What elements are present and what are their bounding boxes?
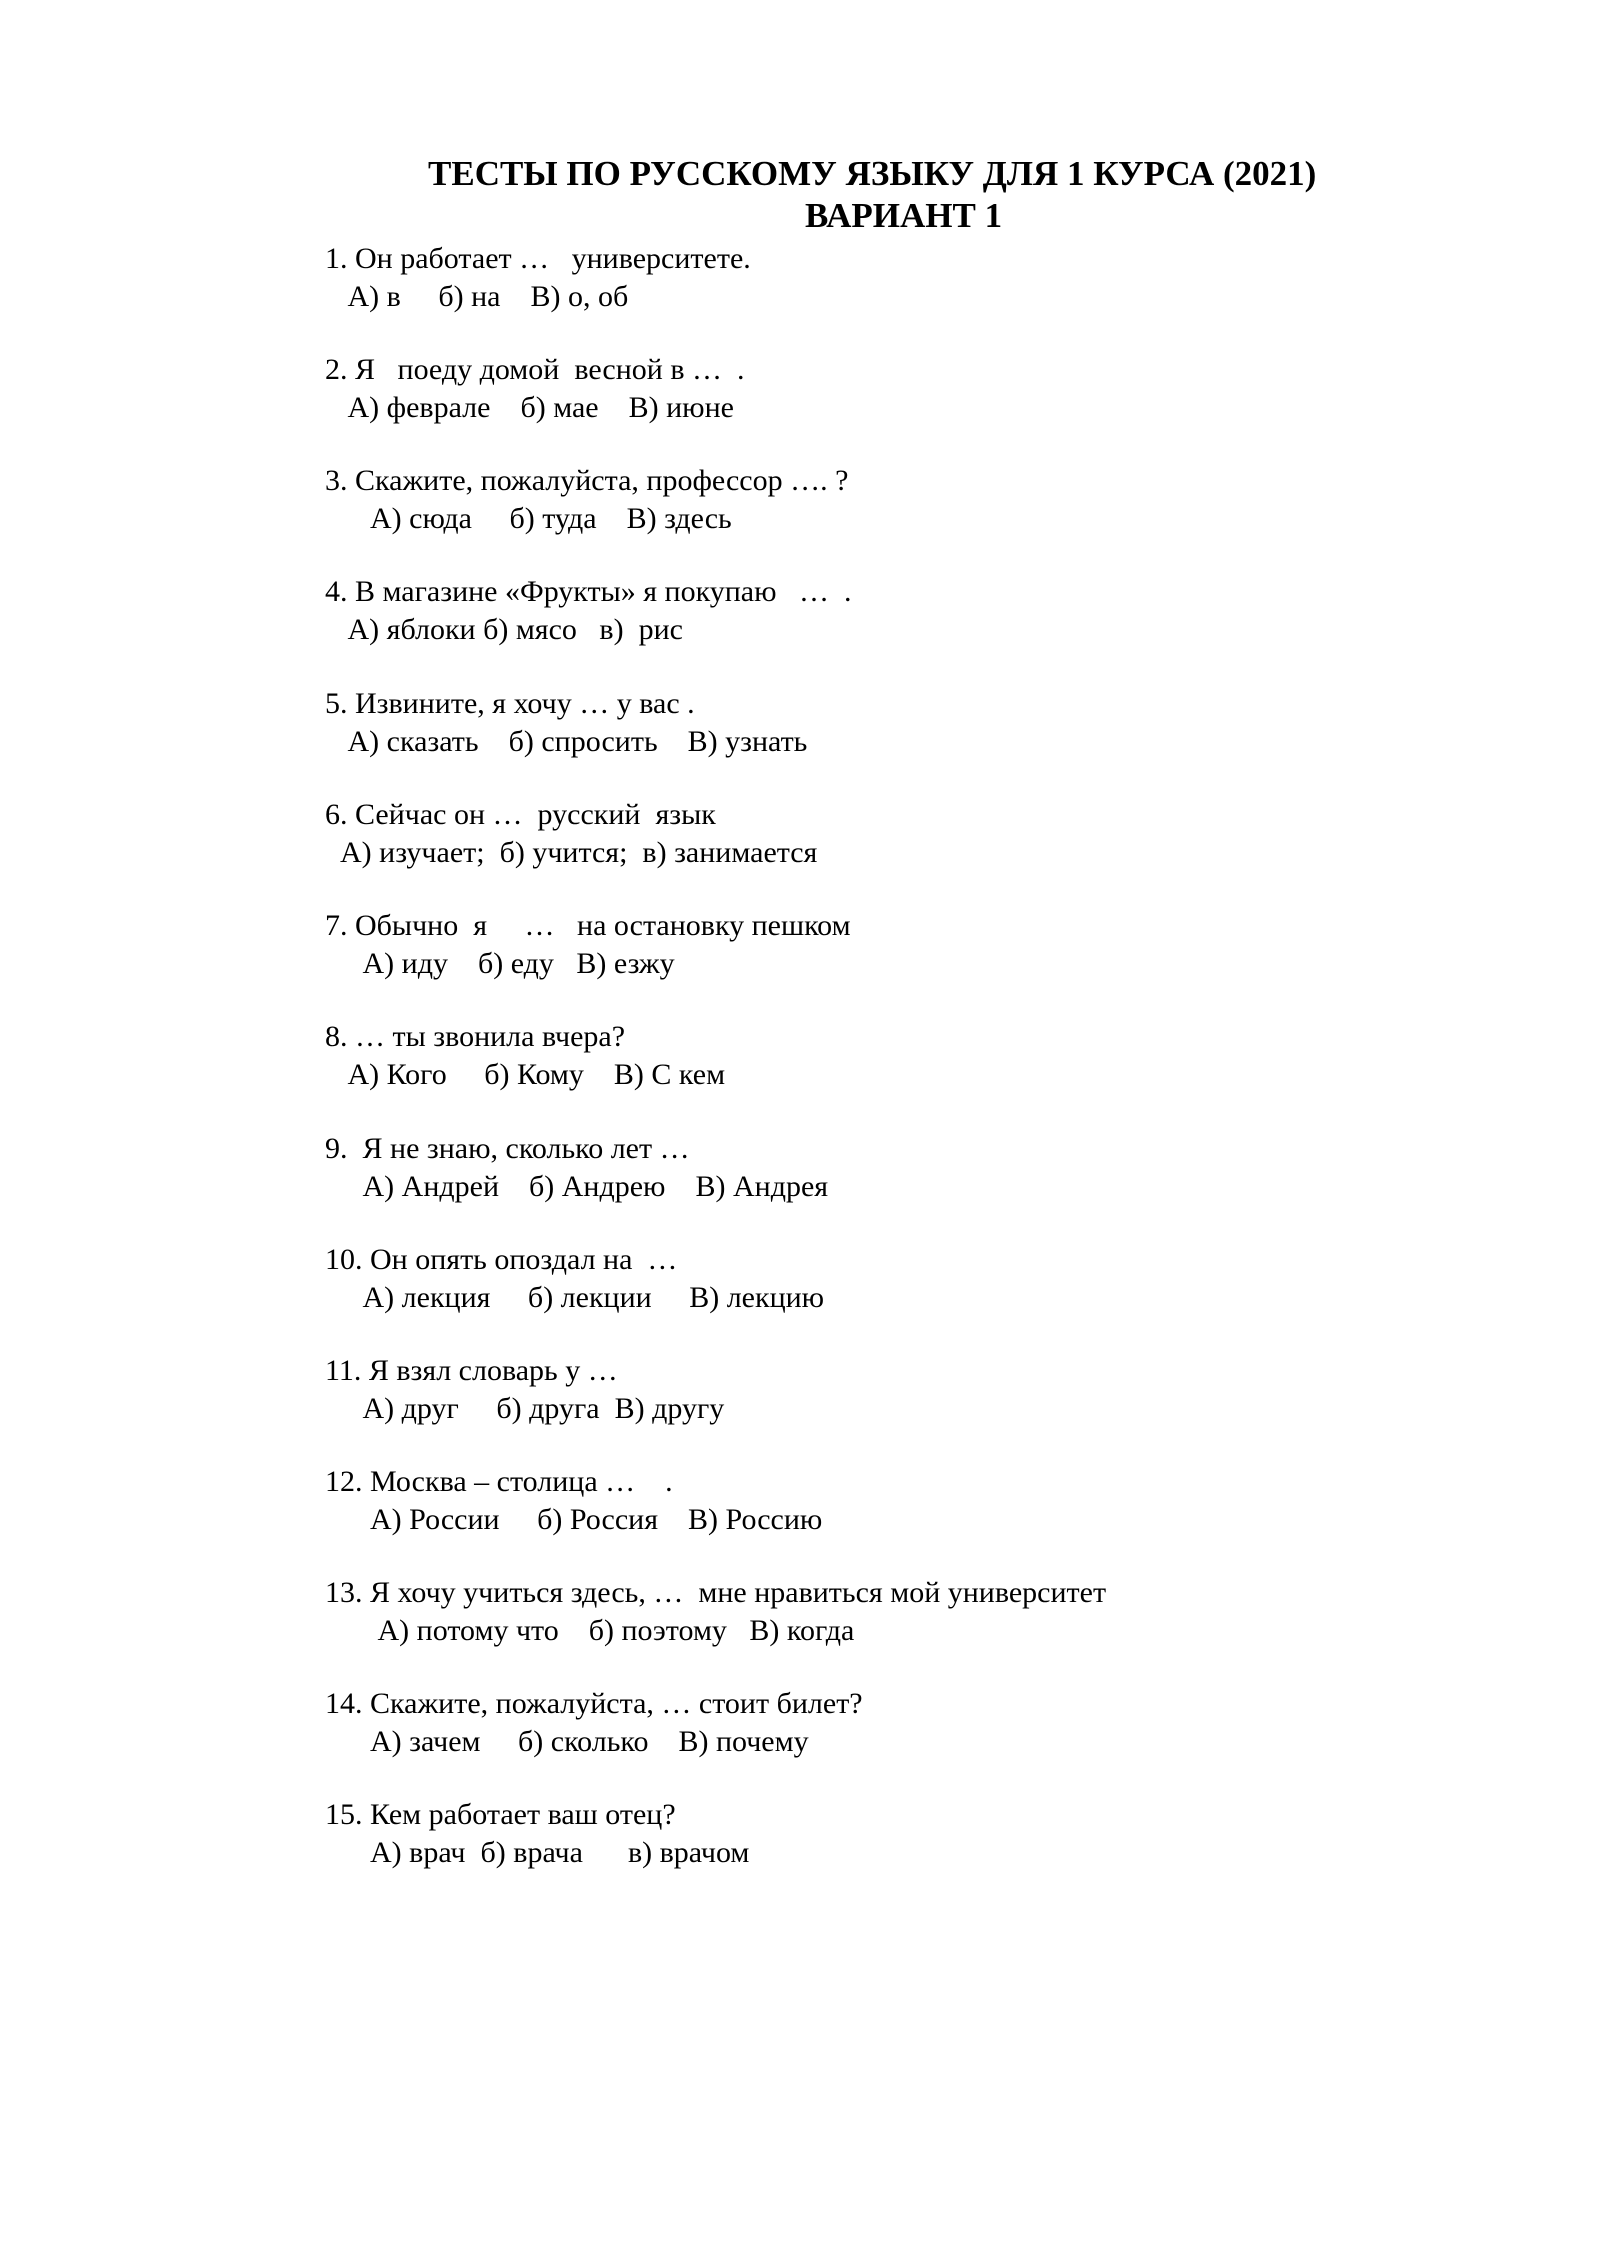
question-12-options: А) России б) Россия В) Россию [325,1503,823,1536]
question-11-options: А) друг б) друга В) другу [325,1392,725,1425]
question-1-options: А) в б) на В) о, об [325,280,629,313]
question-3-text: 3. Скажите, пожалуйста, профессор …. ? [325,464,849,497]
question-6-text: 6. Сейчас он … русский язык [325,798,716,831]
question-2-text: 2. Я поеду домой весной в … . [325,353,745,386]
question-7-text: 7. Обычно я … на остановку пешком [325,909,851,942]
question-10-text: 10. Он опять опоздал на … [325,1243,678,1276]
question-7-options: А) иду б) еду В) езжу [325,947,675,980]
question-9-text: 9. Я не знаю, сколько лет … [325,1132,690,1165]
question-15-options: А) врач б) врача в) врачом [325,1836,750,1869]
question-1-text: 1. Он работает … университете. [325,242,751,275]
question-8-text: 8. … ты звонила вчера? [325,1020,626,1053]
question-13-options: А) потому что б) поэтому В) когда [325,1614,855,1647]
question-13-text: 13. Я хочу учиться здесь, … мне нравиться мой университет [325,1576,1107,1609]
question-8-options: А) Кого б) Кому В) С кем [325,1058,726,1091]
question-10-options: А) лекция б) лекции В) лекцию [325,1281,825,1314]
question-9-options: А) Андрей б) Андрею В) Андрея [325,1170,829,1203]
document-title: ТЕСТЫ ПО РУССКОМУ ЯЗЫКУ ДЛЯ 1 КУРСА (2021) [428,154,1317,193]
document-subtitle: ВАРИАНТ 1 [805,196,1003,235]
question-11-text: 11. Я взял словарь у … [325,1354,618,1387]
question-5-options: А) сказать б) спросить В) узнать [325,725,808,758]
question-2-options: А) феврале б) мае В) июне [325,391,734,424]
question-5-text: 5. Извините, я хочу … у вас . [325,687,695,720]
question-14-text: 14. Скажите, пожалуйста, … стоит билет? [325,1687,863,1720]
question-6-options: А) изучает; б) учится; в) занимается [325,836,818,869]
question-14-options: А) зачем б) сколько В) почему [325,1725,809,1758]
question-3-options: А) сюда б) туда В) здесь [325,502,732,535]
question-4-text: 4. В магазине «Фрукты» я покупаю … . [325,575,852,608]
question-4-options: А) яблоки б) мясо в) рис [325,613,683,646]
question-12-text: 12. Москва – столица … . [325,1465,673,1498]
question-15-text: 15. Кем работает ваш отец? [325,1798,676,1831]
